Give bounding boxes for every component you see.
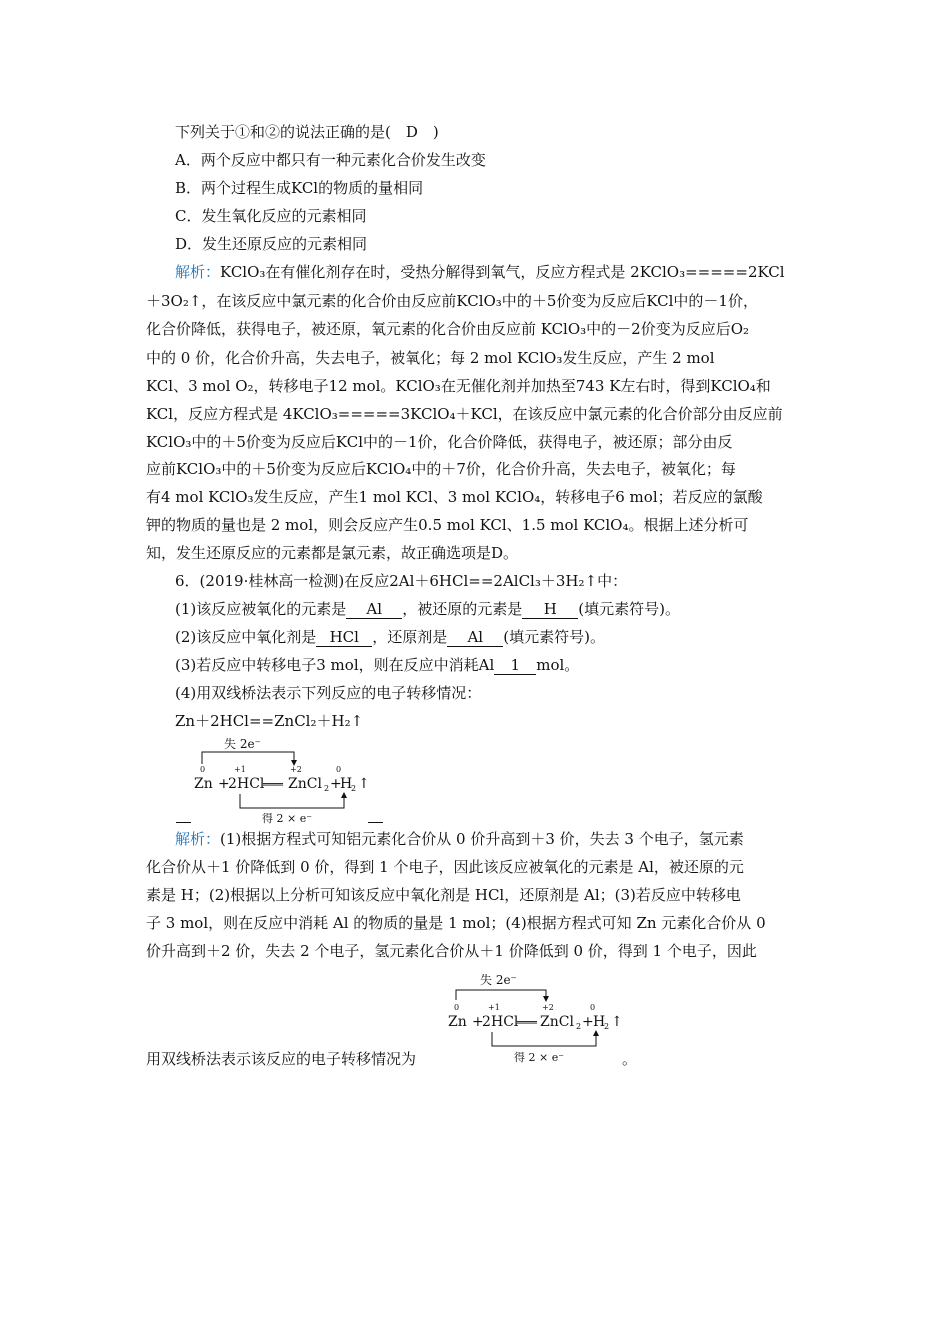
q6-part2-text: (2)该反应中氧化剂是 bbox=[175, 628, 317, 646]
q5-analysis-line: 应前KClO₃中的＋5价变为反应后KClO₄中的＋7价，化合价升高，失去电子，被氧化；每 bbox=[146, 460, 736, 478]
q6-final-period: 。 bbox=[622, 1050, 638, 1068]
equation-h: H bbox=[593, 1014, 606, 1030]
q6-analysis-line: 化合价从＋1 价降低到 0 价，得到 1 个电子，因此该反应被氧化的元素是 Al，被还原的元 bbox=[146, 858, 744, 876]
answer-blank: 1 bbox=[494, 656, 536, 675]
q6-part2 bbox=[175, 627, 605, 647]
q5-option-b: B．两个过程生成KCl的物质的量相同 bbox=[175, 179, 424, 197]
gain-bridge-line bbox=[492, 1032, 596, 1046]
oxidation-state: +1 bbox=[234, 765, 246, 774]
equation-plus: + bbox=[218, 776, 230, 792]
answer-blank: H bbox=[522, 600, 578, 619]
q6-analysis-text: (1)根据方程式可知铝元素化合价从 0 价升高到＋3 价，失去 3 个电子，氢元素 bbox=[220, 830, 744, 848]
equation-hcl: HCl bbox=[491, 1014, 519, 1030]
gain-bridge-line bbox=[240, 794, 344, 808]
equation-plus: + bbox=[582, 1014, 594, 1030]
q6-part1-text: (填元素符号)。 bbox=[578, 600, 680, 618]
q6-part2-text: ，还原剂是 bbox=[372, 628, 448, 646]
blank-line-left bbox=[176, 822, 191, 823]
q5-option-c: C．发生氧化反应的元素相同 bbox=[175, 207, 367, 225]
subscript: 2 bbox=[576, 1022, 582, 1031]
q5-analysis-line: KCl、3 mol O₂，转移电子12 mol。KClO₃在无催化剂并加热至743 K左右时，得到KClO₄和 bbox=[146, 377, 771, 395]
oxidation-state: 0 bbox=[200, 765, 206, 774]
gain-electrons-label: 得 2 × e⁻ bbox=[262, 812, 313, 825]
subscript: 2 bbox=[604, 1022, 610, 1031]
q6-stem: 6．(2019·桂林高一检测)在反应2Al＋6HCl==2AlCl₃＋3H₂↑中： bbox=[175, 572, 628, 590]
q6-part3 bbox=[175, 655, 579, 675]
equation-zncl: ZnCl bbox=[540, 1014, 574, 1030]
q6-equation: Zn＋2HCl==ZnCl₂＋H₂↑ bbox=[175, 712, 364, 730]
equation-coef: 2 bbox=[482, 1014, 491, 1030]
q5-option-a: A．两个反应中都只有一种元素化合价发生改变 bbox=[175, 151, 486, 169]
q6-part1-text: (1)该反应被氧化的元素是 bbox=[175, 600, 347, 618]
subscript: 2 bbox=[324, 784, 330, 793]
q6-part1-text: ，被还原的元素是 bbox=[402, 600, 523, 618]
q6-part4: (4)用双线桥法表示下列反应的电子转移情况： bbox=[175, 684, 482, 702]
q5-option-d: D．发生还原反应的元素相同 bbox=[175, 235, 368, 253]
q5-analysis-line: 知，发生还原反应的元素都是氯元素，故正确选项是D。 bbox=[146, 544, 519, 562]
equation-zncl: ZnCl bbox=[288, 776, 322, 792]
q5-analysis-line: 有4 mol KClO₃发生反应，产生1 mol KCl、3 mol KClO₄，转移电子6 mol；若反应的氯酸 bbox=[146, 488, 763, 506]
q5-analysis-first-line bbox=[175, 262, 785, 282]
q6-analysis-line: 价升高到＋2 价，失去 2 个电子，氢元素化合价从＋1 价降低到 0 价，得到 1 个电子，因此 bbox=[146, 942, 757, 960]
equation-coef: 2 bbox=[228, 776, 237, 792]
answer-blank: Al bbox=[346, 600, 402, 619]
equation-zn: Zn bbox=[194, 776, 213, 792]
equation-zn: Zn bbox=[448, 1014, 467, 1030]
lose-bridge-line bbox=[202, 752, 294, 764]
oxidation-state: +2 bbox=[290, 765, 302, 774]
q6-analysis-first-line bbox=[175, 829, 744, 849]
q6-part1 bbox=[175, 599, 680, 619]
equation-hcl: HCl bbox=[237, 776, 265, 792]
oxidation-state: 0 bbox=[590, 1003, 596, 1012]
blank-line-right bbox=[368, 822, 383, 823]
answer-blank: Al bbox=[447, 628, 503, 647]
q5-analysis-line: KCl，反应方程式是 4KClO₃=====3KClO₄＋KCl，在该反应中氯元素的化合价部分由反应前 bbox=[146, 405, 783, 423]
arrow-head bbox=[543, 996, 549, 1002]
q5-analysis-line: ＋3O₂↑，在该反应中氯元素的化合价由反应前KClO₃中的＋5价变为反应后KCl中的－1价， bbox=[146, 292, 758, 310]
answer-blank: HCl bbox=[316, 628, 372, 647]
gas-arrow: ↑ bbox=[358, 776, 370, 792]
equation-plus: + bbox=[330, 776, 342, 792]
lose-bridge-line bbox=[456, 990, 546, 1000]
double-bridge-diagram-answer bbox=[444, 972, 624, 1064]
oxidation-state: +2 bbox=[542, 1003, 554, 1012]
oxidation-state: 0 bbox=[336, 765, 342, 774]
analysis-label: 解析： bbox=[175, 263, 221, 281]
q5-analysis-line: 钾的物质的量也是 2 mol，则会反应产生0.5 mol KCl、1.5 mol KClO₄。根据上述分析可 bbox=[146, 516, 749, 534]
q6-analysis-line: 子 3 mol，则在反应中消耗 Al 的物质的量是 1 mol；(4)根据方程式可知 Zn 元素化合价从 0 bbox=[146, 914, 766, 932]
equation-h: H bbox=[340, 776, 353, 792]
q6-part3-text: mol。 bbox=[536, 656, 580, 674]
q6-part3-text: (3)若反应中转移电子3 mol，则在反应中消耗Al bbox=[175, 656, 495, 674]
oxidation-state: 0 bbox=[454, 1003, 460, 1012]
equation-equals: ═══ bbox=[263, 778, 283, 791]
equation-plus: + bbox=[472, 1014, 484, 1030]
subscript: 2 bbox=[351, 784, 357, 793]
q5-analysis-line: 中的 0 价，化合价升高，失去电子，被氧化；每 2 mol KClO₃发生反应，产生 2 mol bbox=[146, 349, 715, 367]
analysis-label: 解析： bbox=[175, 830, 221, 848]
q5-analysis-line: 化合价降低，获得电子，被还原，氧元素的化合价由反应前 KClO₃中的－2价变为反应后O₂ bbox=[146, 320, 750, 338]
oxidation-state: +1 bbox=[488, 1003, 500, 1012]
q5-analysis-line: KClO₃中的＋5价变为反应后KCl中的－1价，化合价降低，获得电子，被还原；部分由反 bbox=[146, 433, 733, 451]
lose-electrons-label: 失 2e⁻ bbox=[480, 973, 517, 987]
q6-analysis-line: 素是 H；(2)根据以上分析可知该反应中氧化剂是 HCl，还原剂是 Al；(3)若反应中转移电 bbox=[146, 886, 741, 904]
gain-electrons-label: 得 2 × e⁻ bbox=[514, 1051, 565, 1064]
q6-part2-text: (填元素符号)。 bbox=[503, 628, 605, 646]
lose-electrons-label: 失 2e⁻ bbox=[224, 737, 261, 751]
equation-equals: ═══ bbox=[517, 1016, 537, 1029]
q6-final-line: 用双线桥法表示该反应的电子转移情况为 bbox=[146, 1050, 417, 1068]
q5-analysis-text: KClO₃在有催化剂存在时，受热分解得到氧气，反应方程式是 2KClO₃=====2KCl bbox=[220, 263, 785, 281]
arrow-head bbox=[593, 1030, 599, 1036]
gas-arrow: ↑ bbox=[611, 1014, 623, 1030]
q5-stem: 下列关于①和②的说法正确的是( D ) bbox=[175, 123, 439, 141]
arrow-head bbox=[341, 792, 347, 798]
double-bridge-diagram bbox=[190, 736, 370, 826]
